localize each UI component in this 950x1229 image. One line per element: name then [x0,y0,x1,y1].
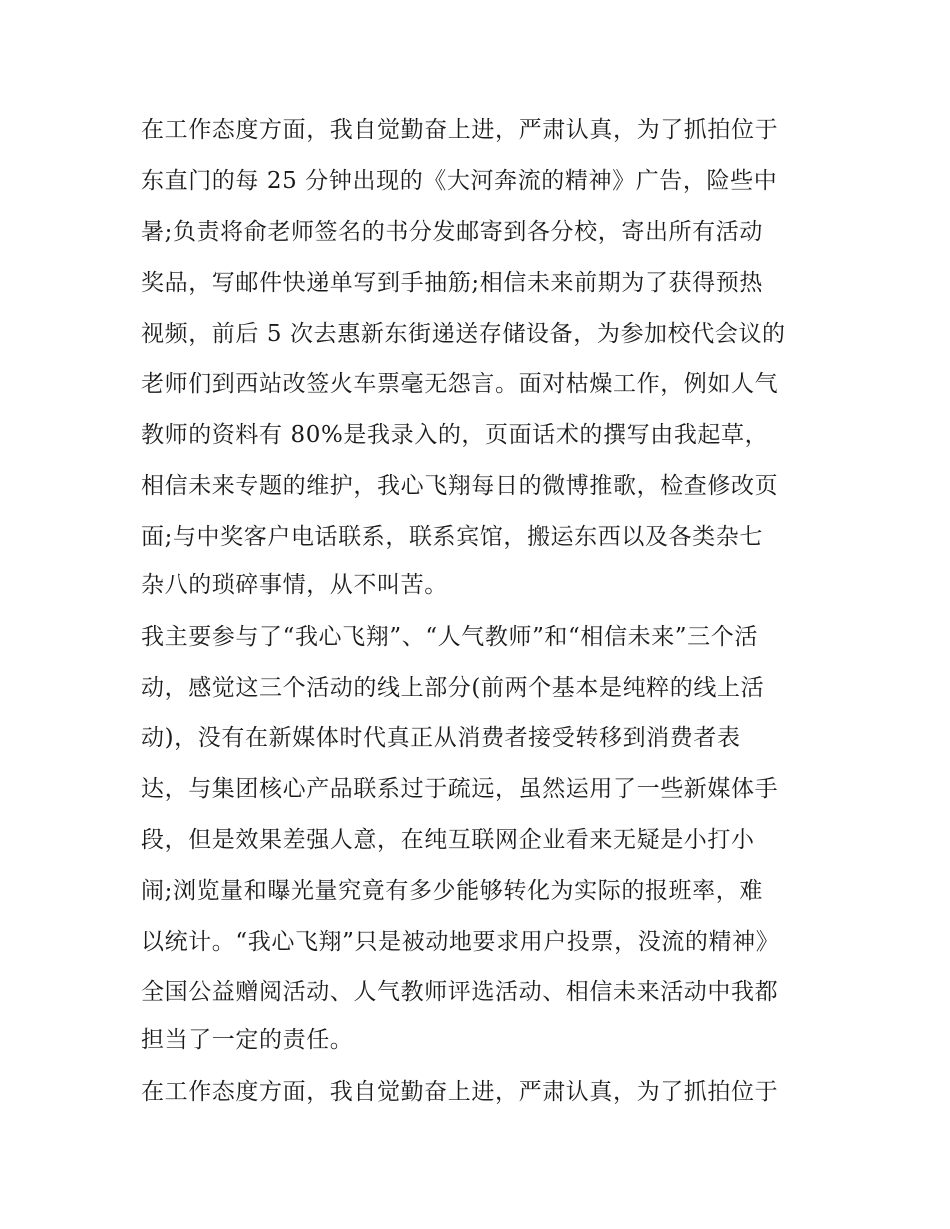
text-line: 达，与集团核心产品联系过于疏远，虽然运用了一些新媒体手 [141,776,779,802]
text-line: 动)，没有在新媒体时代真正从消费者接受转移到消费者表 [141,725,741,751]
text-line: 全国公益赠阅活动、人气教师评选活动、相信未来活动中我都 [141,979,779,1005]
text-line: 杂八的琐碎事情，从不叫苦。 [141,572,448,598]
text-line: 相信未来专题的维护，我心飞翔每日的微博推歌，检查修改页 [141,473,779,499]
text-line: 在工作态度方面，我自觉勤奋上进，严肃认真，为了抓拍位于 [141,1079,779,1105]
text-line: 闹;浏览量和曝光量究竟有多少能够转化为实际的报班率，难 [141,878,763,904]
text-line: 东直门的每 25 分钟出现的《大河奔流的精神》广告，险些中 [141,168,778,194]
text-line: 暑;负责将俞老师签名的书分发邮寄到各分校，寄出所有活动 [141,219,763,245]
text-line: 面;与中奖客户电话联系，联系宾馆，搬运东西以及各类杂七 [141,524,763,550]
text-line: 教师的资料有 80%是我录入的，页面话术的撰写由我起草， [141,422,769,448]
text-line: 担当了一定的责任。 [141,1027,354,1053]
text-line: 在工作态度方面，我自觉勤奋上进，严肃认真，为了抓拍位于 [141,117,779,143]
text-line: 我主要参与了“我心飞翔”、“人气教师”和“相信未来”三个活 [141,624,758,650]
text-line: 老师们到西站改签火车票毫无怨言。面对枯燥工作，例如人气 [141,371,779,397]
text-line: 以统计。“我心飞翔”只是被动地要求用户投票，没流的精神》 [141,929,780,955]
text-line: 段，但是效果差强人意，在纯互联网企业看来无疑是小打小 [141,827,755,853]
text-line: 视频，前后 5 次去惠新东街递送存储设备，为参加校代会议的 [141,321,786,347]
text-line: 奖品，写邮件快递单写到手抽筋;相信未来前期为了获得预热 [141,270,763,296]
text-line: 动，感觉这三个活动的线上部分(前两个基本是纯粹的线上活 [141,675,765,701]
